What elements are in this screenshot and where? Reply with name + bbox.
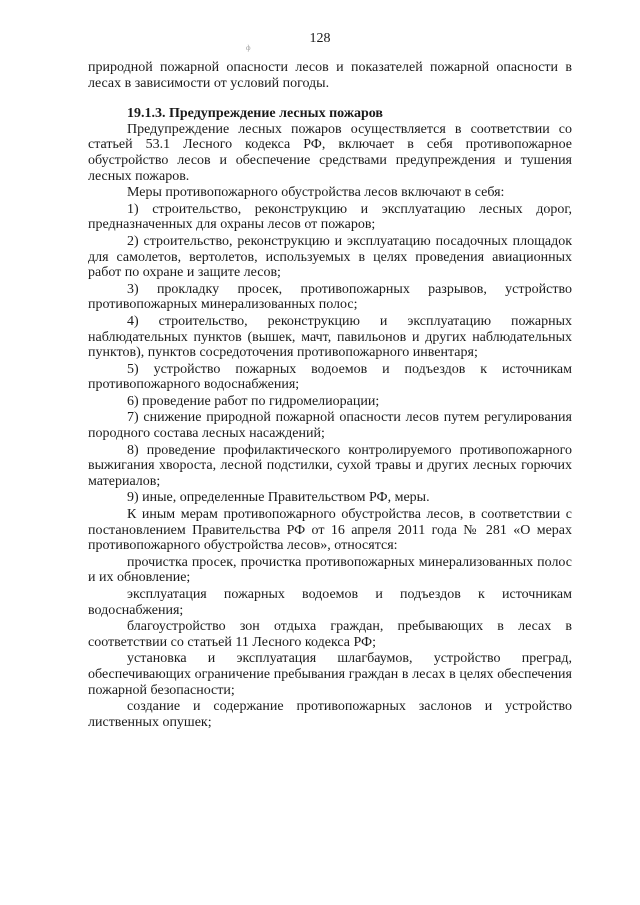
paragraph-1: Предупреждение лесных пожаров осуществляется в соответствии со статьей 53.1 Лесного кодекса РФ, включает в себя противопожарное обустройство лесов и обеспечение средствами предупреждения и тушения лесных пожаров.: [88, 121, 572, 184]
list-item-7: 7) снижение природной пожарной опасности лесов путем регулирования породного состава лесных насаждений;: [88, 410, 572, 442]
measure-item-3: благоустройство зон отдыха граждан, пребывающих в лесах в соответствии со статьей 11 Лесного кодекса РФ;: [88, 619, 572, 650]
list-item-1: 1) строительство, реконструкцию и эксплуатацию лесных дорог, предназначенных для охраны лесов от пожаров;: [88, 201, 572, 233]
intro-paragraph: природной пожарной опасности лесов и показателей пожарной опасности в лесах в зависимости от условий погоды.: [88, 60, 572, 91]
scan-mark: ф: [246, 44, 251, 52]
list-item-4: 4) строительство, реконструкцию и эксплуатацию пожарных наблюдательных пунктов (вышек, мачт, павильонов и других наблюдательных пунктов), пунктов сосредоточения противопожарного инвентаря;: [88, 313, 572, 361]
list-item-9: 9) иные, определенные Правительством РФ, меры.: [127, 490, 430, 506]
list-item-5: 5) устройство пожарных водоемов и подъездов к источникам противопожарного водоснабжения;: [88, 361, 572, 393]
measure-item-2: эксплуатация пожарных водоемов и подъездов к источникам водоснабжения;: [88, 587, 572, 618]
section-heading: 19.1.3. Предупреждение лесных пожаров: [127, 106, 383, 122]
page-number: 128: [309, 31, 331, 46]
list-item-3: 3) прокладку просек, противопожарных разрывов, устройство противопожарных минерализованных полос;: [88, 281, 572, 313]
other-measures-paragraph: К иным мерам противопожарного обустройства лесов, в соответствии с постановлением Правительства РФ от 16 апреля 2011 года № 281 «О мерах противопожарного обустройства лесов», относятся:: [88, 507, 572, 554]
measure-item-4: установка и эксплуатация шлагбаумов, устройство преград, обеспечивающих ограничение пребывания граждан в лесах в целях обеспечения пожарной безопасности;: [88, 651, 572, 698]
measure-item-1: прочистка просек, прочистка противопожарных минерализованных полос и их обновление;: [88, 554, 572, 586]
page-body: [88, 60, 572, 731]
measure-item-5: создание и содержание противопожарных заслонов и устройство лиственных опушек;: [88, 699, 572, 730]
list-item-2: 2) строительство, реконструкцию и эксплуатацию посадочных площадок для самолетов, вертолетов, используемых в целях проведения авиационных работ по охране и защите лесов;: [88, 233, 572, 281]
paragraph-2: Меры противопожарного обустройства лесов включают в себя:: [127, 185, 505, 201]
list-item-8: 8) проведение профилактического контролируемого противопожарного выжигания хвороста, лесной подстилки, сухой травы и других лесных горючих материалов;: [88, 442, 572, 489]
list-item-6: 6) проведение работ по гидромелиорации;: [127, 393, 380, 409]
